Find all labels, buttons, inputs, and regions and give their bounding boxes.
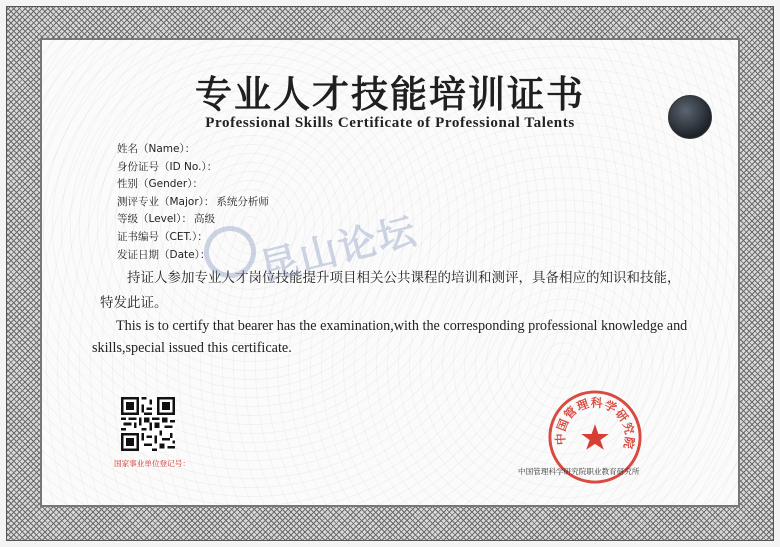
certificate-title-cn: 专业人才技能培训证书: [195, 72, 585, 116]
issuing-organization: 中国管理科学研究院职业教育研究所: [518, 467, 640, 476]
qr-code-icon: [121, 397, 175, 451]
field-label: 测评专业（Major）：: [117, 195, 215, 208]
field-major: [117, 194, 269, 212]
seal-text: 中国管理科学研究院: [553, 395, 637, 451]
forum-watermark: 昆山论坛: [255, 208, 422, 290]
field-value: 高级: [193, 213, 215, 226]
field-id-number: [117, 159, 269, 177]
field-label: 身份证号（ID No.）：: [117, 160, 218, 173]
field-label: 等级（Level）：: [117, 213, 192, 226]
field-gender: [117, 176, 269, 194]
hologram-sticker: [668, 95, 712, 139]
certificate-title-en: Professional Skills Certificate of Professional Talents: [205, 115, 575, 131]
seal-star-icon: [581, 424, 608, 449]
field-label: 证书编号（CET.）：: [117, 230, 208, 243]
field-level: [117, 211, 269, 229]
field-label: 姓名（Name）：: [117, 143, 196, 155]
registration-number-label: 国家事业单位登记号：: [114, 459, 190, 468]
field-value: 系统分析师: [216, 195, 269, 208]
field-label: 性别（Gender）：: [117, 178, 203, 191]
field-name: [117, 141, 269, 159]
certification-statement-en: This is to certify that bearer has the examination,with the corresponding professional knowledge and skills,special issued this certificate.: [92, 318, 688, 356]
certification-statement-cn: 持证人参加专业人才岗位技能提升项目相关公共课程的培训和测评，具备相应的知识和技能，特发此证。: [100, 270, 681, 311]
field-label: 发证日期（Date）：: [117, 248, 211, 261]
